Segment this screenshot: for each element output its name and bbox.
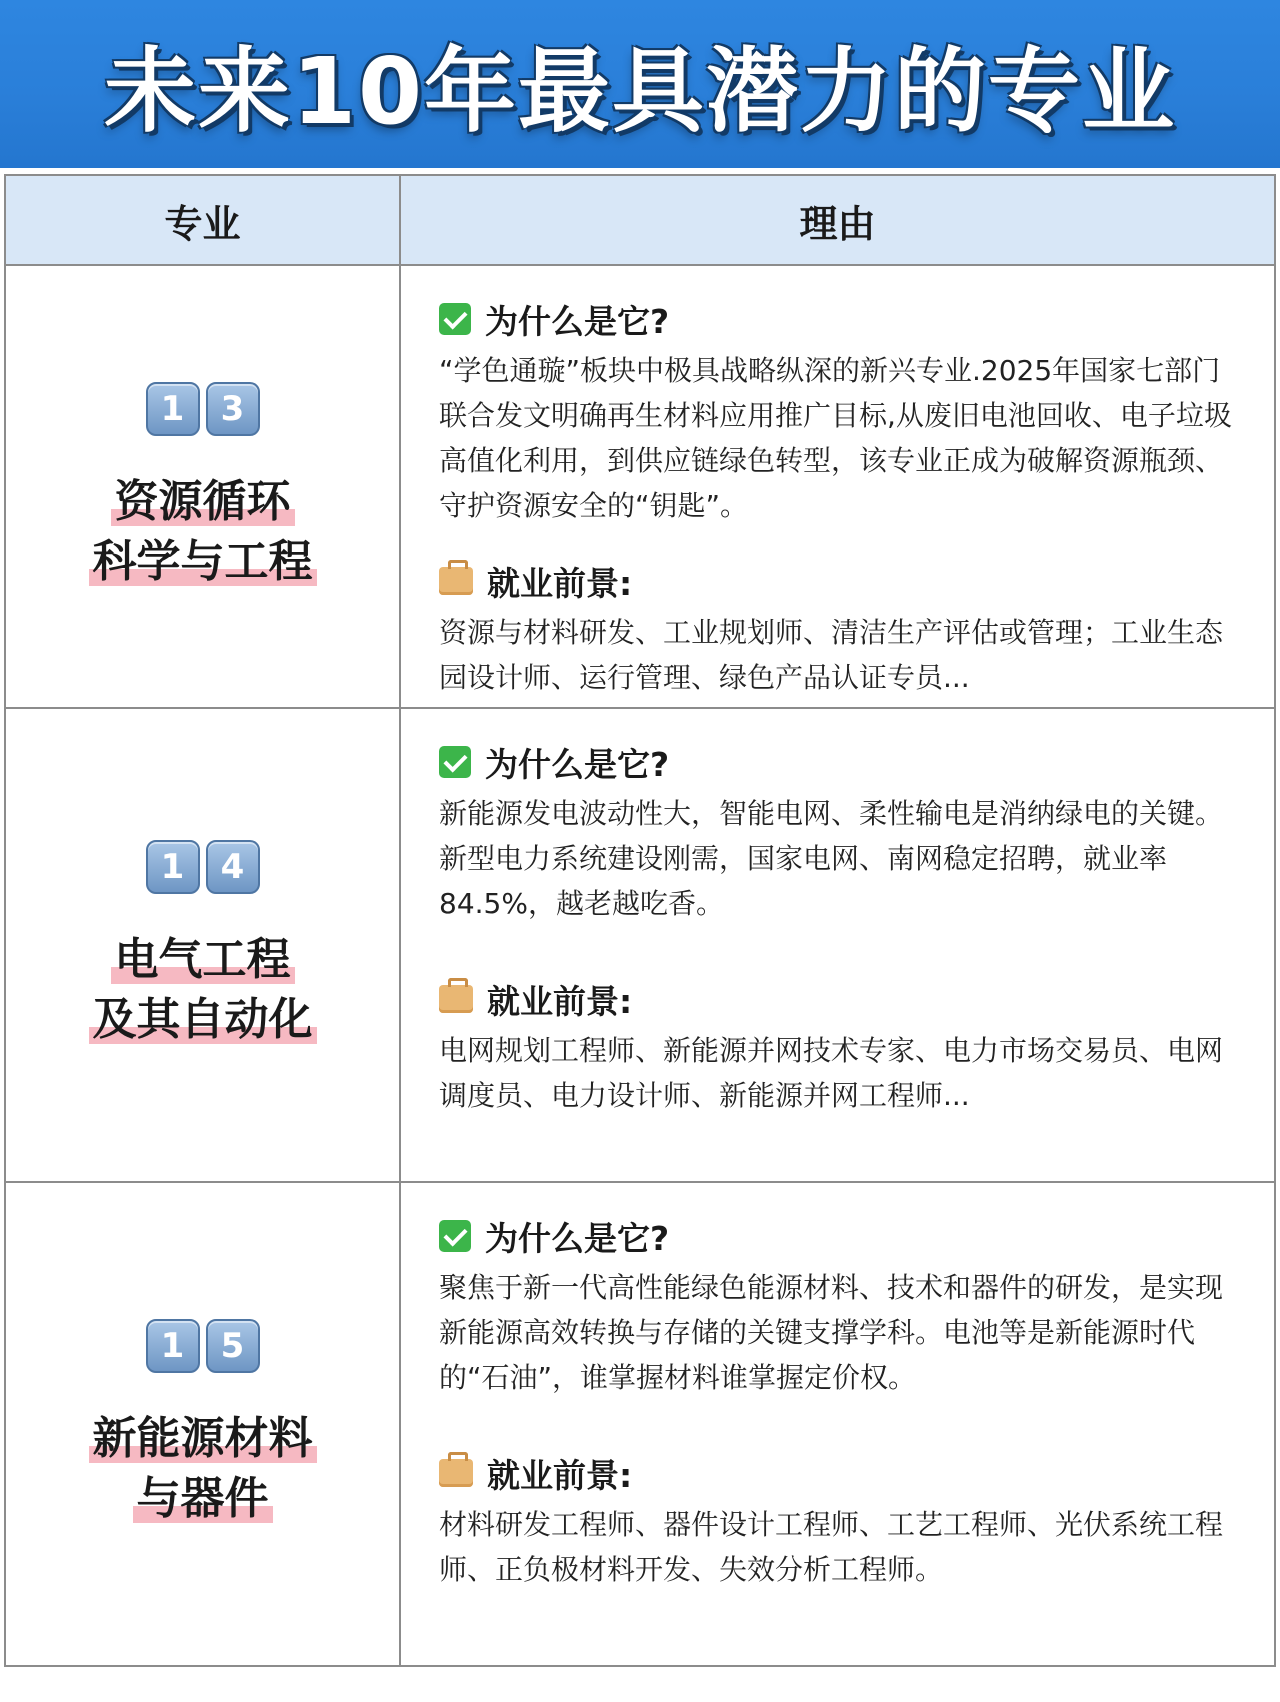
why-heading (439, 1211, 1244, 1261)
major-cell (6, 1183, 401, 1665)
major-name (89, 472, 317, 592)
header-reason: 理由 (799, 201, 876, 246)
reason-cell (401, 709, 1274, 1181)
digit-badge: 5 (206, 1319, 260, 1373)
reason-cell (401, 1183, 1274, 1665)
job-heading (439, 556, 1244, 606)
reason-cell (401, 266, 1274, 707)
major-cell (6, 266, 401, 707)
job-heading (439, 1448, 1244, 1498)
check-icon (439, 746, 471, 778)
table-row (6, 709, 1274, 1183)
why-heading (439, 294, 1244, 344)
majors-table (4, 174, 1276, 1667)
briefcase-icon (439, 1459, 473, 1487)
major-name-line: 资源循环 (111, 472, 295, 532)
table-header-row (6, 176, 1274, 266)
job-heading-text: 就业前景: (487, 981, 633, 1021)
major-cell (6, 709, 401, 1181)
major-name (89, 1409, 317, 1529)
title-banner (0, 0, 1280, 168)
job-heading-text: 就业前景: (487, 1455, 633, 1495)
table-row (6, 266, 1274, 709)
rank-badge (146, 840, 260, 894)
check-icon (439, 1220, 471, 1252)
major-name-line: 科学与工程 (89, 532, 317, 592)
table-row (6, 1183, 1274, 1665)
job-text: 材料研发工程师、器件设计工程师、工艺工程师、光伏系统工程师、正负极材料开发、失效分析工程师。 (439, 1508, 1224, 1586)
major-name-line: 电气工程 (111, 930, 295, 990)
job-heading-text: 就业前景: (487, 563, 633, 603)
rank-badge (146, 1319, 260, 1373)
why-text: 新能源发电波动性大，智能电网、柔性输电是消纳绿电的关键。新型电力系统建设刚需，国家电网、南网稳定招聘，就业率 84.5%，越老越吃香。 (439, 797, 1224, 920)
digit-badge: 1 (146, 840, 200, 894)
check-icon (439, 303, 471, 335)
digit-badge: 1 (146, 1319, 200, 1373)
digit-badge: 4 (206, 840, 260, 894)
why-text: “学色通璇”板块中极具战略纵深的新兴专业.2025年国家七部门联合发文明确再生材料应用推广目标,从废旧电池回收、电子垃圾高值化利用，到供应链绿色转型，该专业正成为破解资源瓶颈、守护资源安全的“钥匙”。 (439, 354, 1232, 522)
job-heading (439, 974, 1244, 1024)
why-heading-text: 为什么是它? (485, 1218, 670, 1258)
rank-badge (146, 382, 260, 436)
page-title: 未来10年最具潜力的专业 (103, 38, 1177, 145)
why-heading-text: 为什么是它? (485, 744, 670, 784)
digit-badge: 1 (146, 382, 200, 436)
why-text: 聚焦于新一代高性能绿色能源材料、技术和器件的研发，是实现新能源高效转换与存储的关键支撑学科。电池等是新能源时代的“石油”，谁掌握材料谁掌握定价权。 (439, 1271, 1224, 1394)
major-name (89, 930, 317, 1050)
header-major: 专业 (6, 176, 401, 264)
major-name-line: 及其自动化 (89, 990, 317, 1050)
major-name-line: 与器件 (133, 1469, 273, 1529)
why-heading (439, 737, 1244, 787)
digit-badge: 3 (206, 382, 260, 436)
briefcase-icon (439, 567, 473, 595)
why-heading-text: 为什么是它? (485, 301, 670, 341)
major-name-line: 新能源材料 (89, 1409, 317, 1469)
job-text: 资源与材料研发、工业规划师、清洁生产评估或管理；工业生态园设计师、运行管理、绿色产品认证专员... (439, 616, 1224, 694)
job-text: 电网规划工程师、新能源并网技术专家、电力市场交易员、电网调度员、电力设计师、新能源并网工程师... (439, 1034, 1224, 1112)
briefcase-icon (439, 985, 473, 1013)
